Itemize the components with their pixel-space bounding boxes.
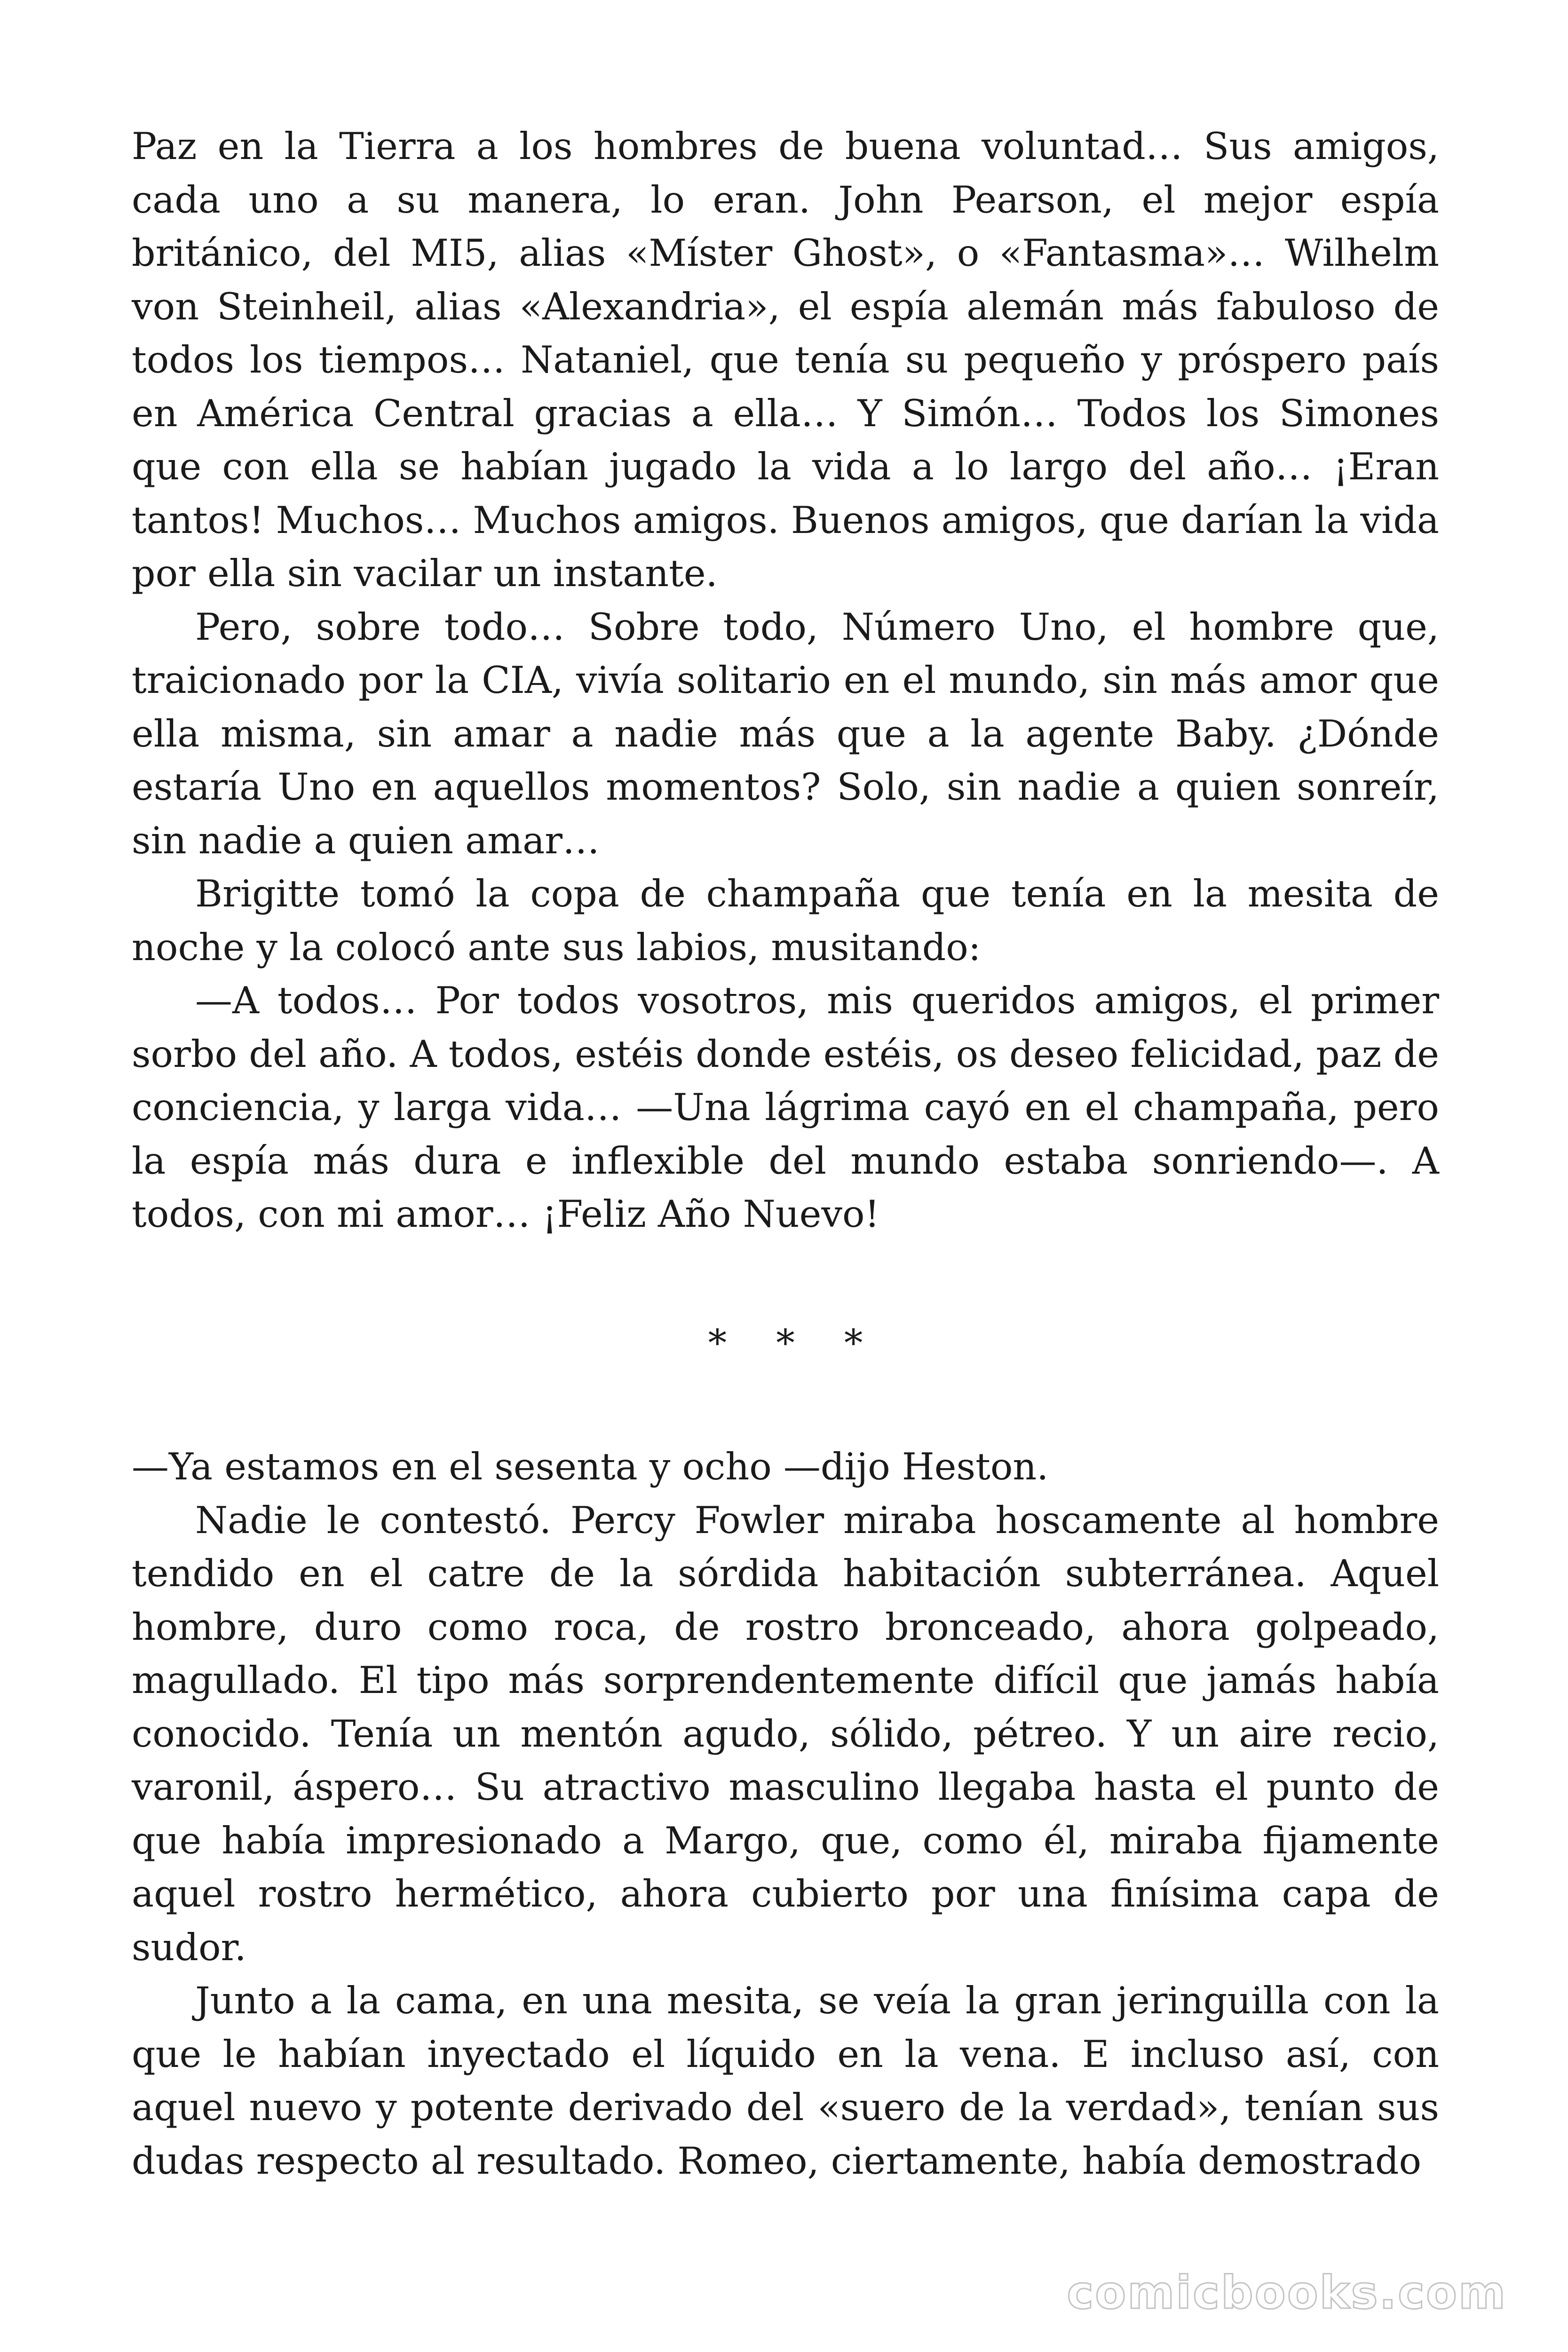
paragraph-feliz-ano-nuevo: —A todos… Por todos vosotros, mis queridos amigos, el primer sorbo del año. A todos, estéis donde estéis, os deseo felicidad, paz de conciencia, y larga vida… —Una lágrima cayó en el champaña, pero la espía más dura e inflexible del mundo estaba sonriendo—. A todos, con mi amor… ¡Feliz Año Nuevo! — [132, 979, 1439, 1236]
paragraph-percy-fowler: Nadie le contestó. Percy Fowler miraba hoscamente al hombre tendido en el catre de la sórdida habitación subterránea. Aquel hombre, duro como roca, de rostro bronceado, ahora golpeado, magullado. El tipo más sorprendentemente difícil que jamás había conocido. Tenía un mentón agudo, sólido, pétreo. Y un aire recio, varonil, áspero… Su atractivo masculino llegaba hasta el punto de que había impresionado a Margo, que, como él, miraba fijamente aquel rostro hermético, ahora cubierto por una finísima capa de sudor. — [132, 1498, 1439, 1969]
paragraph-brigitte-toast: Brigitte tomó la copa de champaña que tenía en la mesita de noche y la colocó ante sus labios, musitando: — [132, 872, 1439, 969]
paragraph-numero-uno: Pero, sobre todo… Sobre todo, Número Uno, el hombre que, traicionado por la CIA, vivía solitario en el mundo, sin más amor que ella misma, sin amar a nadie más que a la agente Baby. ¿Dónde estaría Uno en aquellos momentos? Solo, sin nadie a quien sonreír, sin nadie a quien amar… — [132, 605, 1439, 862]
scene-break: * * * — [708, 1321, 882, 1365]
paragraph-heston: —Ya estamos en el sesenta y ocho —dijo Heston. — [132, 1445, 1049, 1488]
watermark-logo: comicbooks.com — [1067, 2266, 1507, 2319]
paragraph-friends: Paz en la Tierra a los hombres de buena voluntad… Sus amigos, cada uno a su manera, lo eran. John Pearson, el mejor espía británico, del MI5, alias «Míster Ghost», o «Fantasma»… Wilhelm von Steinheil, alias «Alexandria», el espía alemán más fabuloso de todos los tiempos… Nataniel, que tenía su pequeño y próspero país en América Central gracias a ella… Y Simón… Todos los Simones que con ella se habían jugado la vida a lo largo del año… ¡Eran tantos! Muchos… Muchos amigos. Buenos amigos, que darían la vida por ella sin vacilar un instante. — [132, 125, 1439, 595]
paragraph-jeringuilla: Junto a la cama, en una mesita, se veía la gran jeringuilla con la que le habían inyectado el líquido en la vena. E incluso así, con aquel nuevo y potente derivado del «suero de la verdad», tenían sus dudas respecto al resultado. Romeo, ciertamente, había demostrado — [132, 1979, 1439, 2183]
book-page-text — [132, 120, 1439, 2188]
